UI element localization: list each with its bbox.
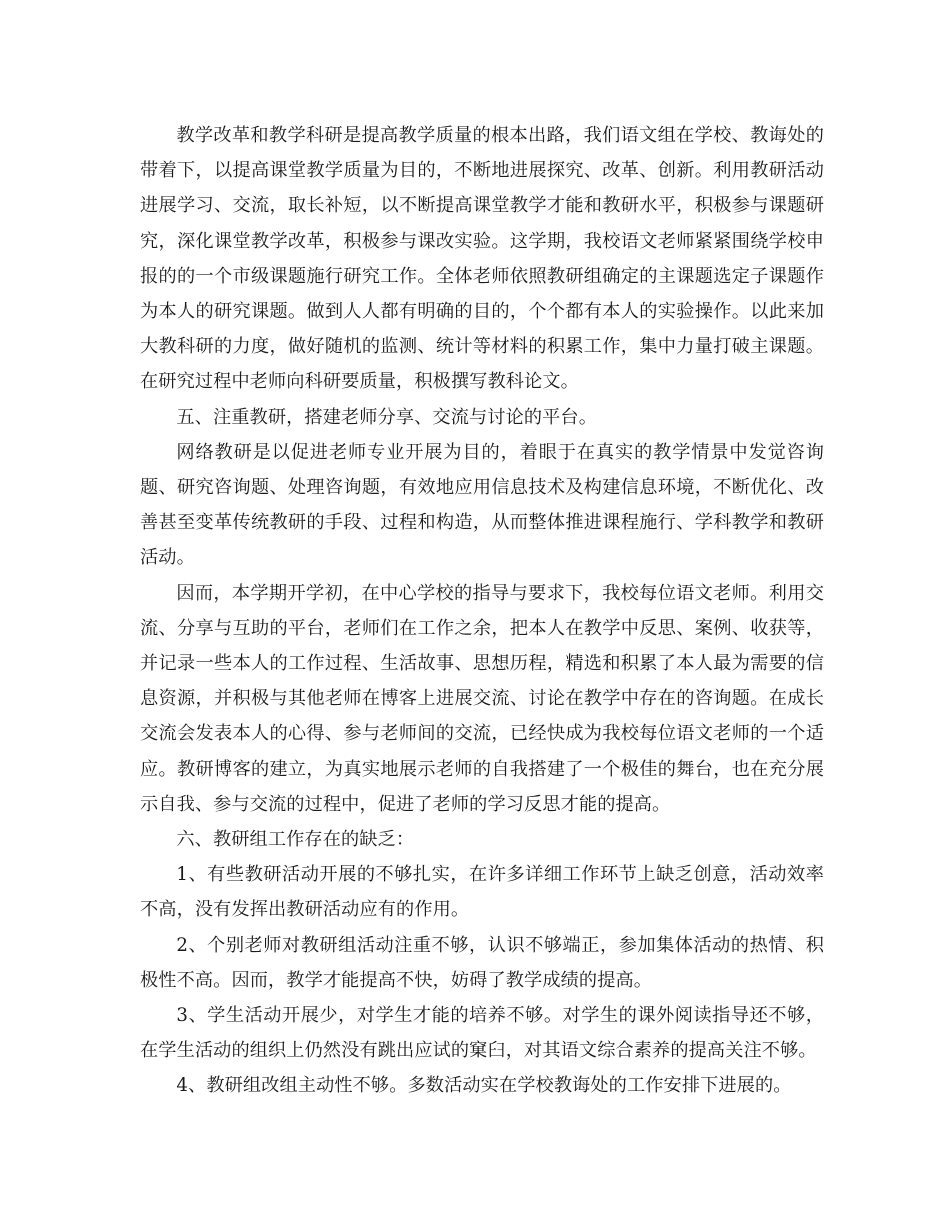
section-heading-six: 六、教研组工作存在的缺乏： <box>176 829 415 851</box>
paragraph-teaching-research: 教学改革和教学科研是提高教学质量的根本出路，我们语文组在学校、教诲处的带着下，以提高课堂教学质量为目的，不断地进展探究、改革、创新。利用教研活动进展学习、交流，取长补短，以不断提高课堂教学才能和教研水平，积极参与课题研究，深化课堂教学改革，积极参与课改实验。这学期，我校语文老师紧紧围绕学校申报的的一个市级课题施行研究工作。全体老师依照教研组确定的主课题选定子课题作为本人的研究课题。做到人人都有明确的目的，个个都有本人的实验操作。以此来加大教科研的力度，做好随机的监测、统计等材料的积累工作，集中力量打破主课题。在研究过程中老师向科研要质量，积极撰写教科论文。 <box>140 125 824 393</box>
paragraph-blog-sharing: 因而，本学期开学初，在中心学校的指导与要求下，我校每位语文老师。利用交流、分享与互助的平台，老师们在工作之余，把本人在教学中反思、案例、收获等，并记录一些本人的工作过程、生活故事、思想历程，精选和积累了本人最为需要的信息资源，并积极与其他老师在博客上进展交流、讨论在教学中存在的咨询题。在成长交流会发表本人的心得、参与老师间的交流，已经快成为我校每位语文老师的一个适应。教研博客的建立，为真实地展示老师的自我搭建了一个极佳的舞台，也在充分展示自我、参与交流的过程中，促进了老师的学习反思才能的提高。 <box>140 582 824 815</box>
list-item-shortcoming-1: 1、有些教研活动开展的不够扎实，在许多详细工作环节上缺乏创意，活动效率不高，没有发挥出教研活动应有的作用。 <box>140 864 824 921</box>
section-heading-five: 五、注重教研，搭建老师分享、交流与讨论的平台。 <box>176 406 598 428</box>
list-item-shortcoming-3: 3、学生活动开展少，对学生才能的培养不够。对学生的课外阅读指导还不够，在学生活动的组织上仍然没有跳出应试的窠臼，对其语文综合素养的提高关注不够。 <box>140 1005 824 1062</box>
document-body <box>140 118 824 1104</box>
list-item-shortcoming-2: 2、个别老师对教研组活动注重不够，认识不够端正，参加集体活动的热情、积极性不高。因而，教学才能提高不快，妨碍了教学成绩的提高。 <box>140 934 824 991</box>
list-item-shortcoming-4: 4、教研组改组主动性不够。多数活动实在学校教诲处的工作安排下进展的。 <box>176 1075 792 1097</box>
paragraph-online-research: 网络教研是以促进老师专业开展为目的，着眼于在真实的教学情景中发觉咨询题、研究咨询题、处理咨询题，有效地应用信息技术及构建信息环境，不断优化、改善甚至变革传统教研的手段、过程和构造，从而整体推进课程施行、学科教学和教研活动。 <box>140 441 824 569</box>
